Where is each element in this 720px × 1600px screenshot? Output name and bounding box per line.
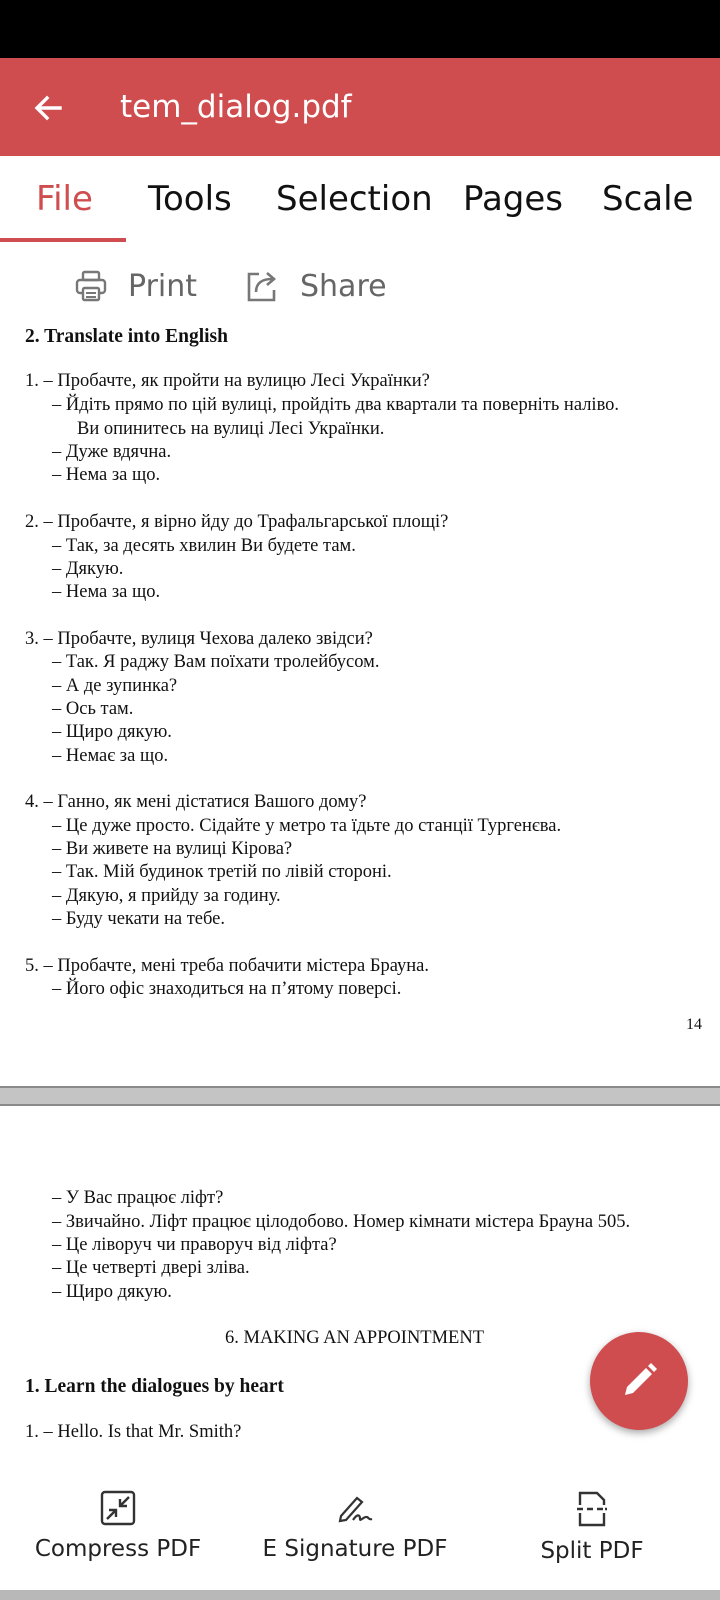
arrow-left-icon: [32, 92, 64, 124]
pencil-icon: [617, 1359, 661, 1403]
split-pdf-label: Split PDF: [540, 1538, 644, 1564]
tab-scale[interactable]: Scale: [602, 179, 694, 219]
text-line: – Це дуже просто. Сідайте у метро та їдьте до станції Тургенєва.: [52, 816, 562, 836]
page-number: 14: [686, 1016, 702, 1033]
bottom-toolbar: [0, 1460, 720, 1590]
compress-icon: [100, 1490, 136, 1526]
text-line: – Ви живете на вулиці Кірова?: [52, 839, 293, 859]
share-icon: [244, 268, 280, 304]
text-line: Ви опинитесь на вулиці Лесі Українки.: [77, 419, 385, 439]
file-actions: [0, 250, 720, 322]
text-line: – Це ліворуч чи праворуч від ліфта?: [52, 1235, 337, 1255]
document-title: tem_dialog.pdf: [120, 89, 352, 125]
share-label: Share: [300, 268, 387, 304]
page-heading: 1. Learn the dialogues by heart: [25, 1376, 284, 1397]
print-button[interactable]: [74, 258, 197, 314]
compress-pdf-button[interactable]: [34, 1460, 202, 1590]
share-button[interactable]: [244, 258, 387, 314]
status-bar: [0, 0, 720, 58]
split-icon: [575, 1490, 609, 1528]
app-bar: [0, 58, 720, 156]
text-line: 4. – Ганно, як мені дістатися Вашого дому?: [25, 792, 367, 812]
compress-pdf-label: Compress PDF: [34, 1536, 202, 1562]
text-line: – Дякую.: [52, 559, 124, 579]
text-line: – Так. Я раджу Вам поїхати тролейбусом.: [52, 652, 380, 672]
text-line: – Немає за що.: [52, 746, 169, 766]
split-pdf-button[interactable]: [524, 1460, 660, 1590]
text-line: 5. – Пробачте, мені треба побачити містера Брауна.: [25, 956, 429, 976]
text-line: – Дуже вдячна.: [52, 442, 172, 462]
text-line: – Його офіс знаходиться на п’ятому поверсі.: [52, 979, 402, 999]
section-title: 6. MAKING AN APPOINTMENT: [225, 1328, 485, 1348]
text-line: – Це четверті двері зліва.: [52, 1258, 250, 1278]
text-line: – Нема за що.: [52, 582, 161, 602]
print-label: Print: [128, 268, 198, 304]
signature-icon: [335, 1490, 375, 1526]
e-signature-pdf-button[interactable]: [262, 1460, 448, 1590]
text-line: – Йдіть прямо по цій вулиці, пройдіть два квартали та поверніть наліво.: [52, 395, 620, 415]
text-line: 1. – Hello. Is that Mr. Smith?: [25, 1422, 242, 1442]
active-tab-indicator: [0, 238, 126, 242]
text-line: – Так. Мій будинок третій по лівій стороні.: [52, 862, 392, 882]
text-line: – Щиро дякую.: [52, 1282, 172, 1302]
text-line: – А де зупинка?: [52, 676, 178, 696]
edit-fab-button[interactable]: [590, 1332, 688, 1430]
text-line: – У Вас працює ліфт?: [52, 1188, 224, 1208]
tab-pages[interactable]: Pages: [463, 179, 564, 219]
tab-selection[interactable]: Selection: [276, 179, 433, 219]
tab-tools[interactable]: Tools: [148, 179, 232, 219]
text-line: – Щиро дякую.: [52, 722, 172, 742]
system-nav-strip: [0, 1590, 720, 1600]
tab-file[interactable]: File: [36, 179, 93, 219]
text-line: – Так, за десять хвилин Ви будете там.: [52, 536, 356, 556]
text-line: – Дякую, я прийду за годину.: [52, 886, 281, 906]
tab-bar: [0, 156, 720, 242]
pdf-viewer[interactable]: [0, 322, 720, 1460]
page-heading: 2. Translate into English: [25, 326, 228, 347]
text-line: 3. – Пробачте, вулиця Чехова далеко звідси?: [25, 629, 373, 649]
text-line: – Ось там.: [52, 699, 134, 719]
text-line: – Буду чекати на тебе.: [52, 909, 226, 929]
back-button[interactable]: [22, 82, 74, 134]
text-line: 2. – Пробачте, я вірно йду до Трафальгарської площі?: [25, 512, 449, 532]
text-line: 1. – Пробачте, як пройти на вулицю Лесі Українки?: [25, 371, 430, 391]
e-signature-pdf-label: E Signature PDF: [262, 1536, 448, 1562]
text-line: – Нема за що.: [52, 465, 161, 485]
page-separator: [0, 1086, 720, 1106]
printer-icon: [74, 269, 108, 303]
text-line: – Звичайно. Ліфт працює цілодобово. Номер кімнати містера Брауна 505.: [52, 1212, 631, 1232]
